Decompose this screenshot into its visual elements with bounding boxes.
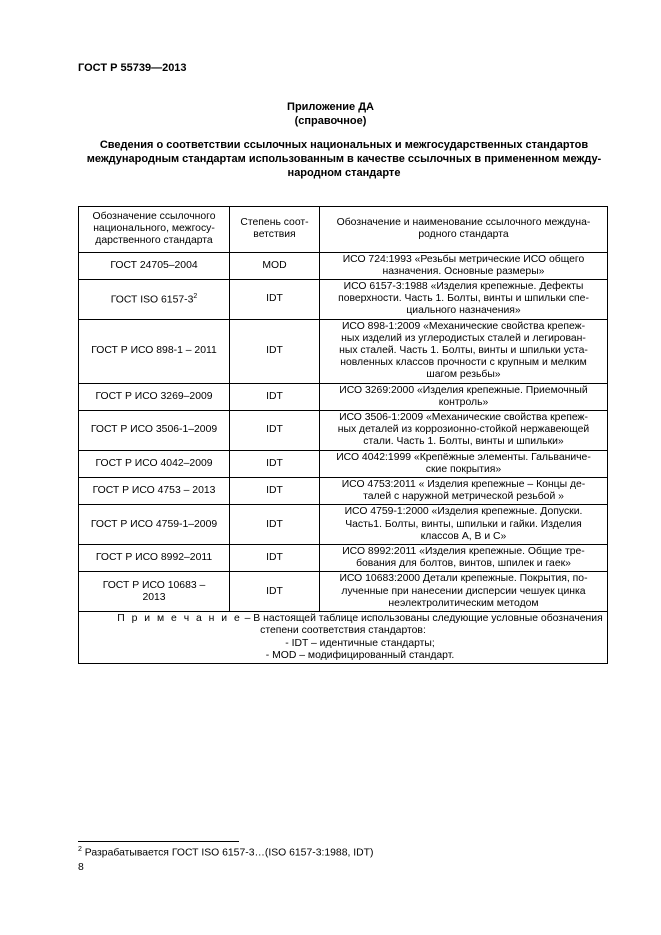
cell-designation: ГОСТ Р ИСО 4753 – 2013 bbox=[79, 478, 230, 505]
appendix-subtitle: (справочное) bbox=[294, 115, 367, 127]
cell-degree: IDT bbox=[230, 572, 320, 612]
cell-degree: IDT bbox=[230, 383, 320, 410]
note-text-cont: степени соответствия стандартов: bbox=[260, 625, 426, 637]
note-item-idt: - IDT – идентичные стандарты; bbox=[285, 637, 435, 649]
cell-degree: IDT bbox=[230, 505, 320, 545]
document-code: ГОСТ Р 55739—2013 bbox=[78, 62, 187, 74]
cell-international: ИСО 724:1993 «Резьбы метрические ИСО общего назначения. Основные размеры» bbox=[320, 252, 608, 279]
footnote bbox=[78, 846, 373, 858]
table-row bbox=[79, 545, 608, 572]
cell-international: ИСО 4753:2011 « Изделия крепежные – Концы де- талей с наружной метрической резьбой » bbox=[320, 478, 608, 505]
appendix-title: Приложение ДА bbox=[287, 101, 374, 113]
footnote-text: Разрабатывается ГОСТ ISO 6157-3…(ISO 6157-3:1988, IDT) bbox=[81, 847, 374, 859]
header-designation: Обозначение ссылочного национального, межгосу- дарственного стандарта bbox=[79, 207, 230, 253]
cell-international: ИСО 8992:2011 «Изделия крепежные. Общие тре- бования для болтов, винтов, шпилек и гаек» bbox=[320, 545, 608, 572]
cell-international: ИСО 4042:1999 «Крепёжные элементы. Гальваниче- ские покрытия» bbox=[320, 450, 608, 477]
cell-international: ИСО 4759-1:2000 «Изделия крепежные. Допуски. Часть1. Болты, винты, шпильки и гайки. Изделия классов А, В и С» bbox=[320, 505, 608, 545]
table-row bbox=[79, 411, 608, 451]
table-note bbox=[79, 612, 608, 664]
page-number: 8 bbox=[78, 862, 84, 873]
table-row bbox=[79, 383, 608, 410]
cell-designation: ГОСТ Р ИСО 3269–2009 bbox=[79, 383, 230, 410]
cell-designation: ГОСТ Р ИСО 3506-1–2009 bbox=[79, 411, 230, 451]
cell-degree: MOD bbox=[230, 252, 320, 279]
cell-international: ИСО 3506-1:2009 «Механические свойства крепеж- ных деталей из коррозионно-стойкой нержавеющей стали. Часть 1. Болты, винты и шпильки» bbox=[320, 411, 608, 451]
cell-international: ИСО 3269:2000 «Изделия крепежные. Приемочный контроль» bbox=[320, 383, 608, 410]
footnote-mark: 2 bbox=[78, 846, 82, 853]
note-label: П р и м е ч а н и е bbox=[117, 613, 242, 625]
table-note-row bbox=[79, 612, 608, 664]
note-item-mod: - MOD – модифицированный стандарт. bbox=[265, 649, 455, 661]
table-row bbox=[79, 450, 608, 477]
cell-designation: ГОСТ ISO $6157-3^2$ bbox=[79, 280, 230, 320]
intro-line: Сведения о соответствии ссылочных национальных и межгосударственных стандартов bbox=[99, 139, 589, 151]
cell-degree: IDT bbox=[230, 478, 320, 505]
header-international: Обозначение и наименование ссылочного междуна- родного стандарта bbox=[320, 207, 608, 253]
cell-designation: ГОСТ Р ИСО 4042–2009 bbox=[79, 450, 230, 477]
table-row bbox=[79, 280, 608, 320]
cell-degree: IDT bbox=[230, 450, 320, 477]
cell-designation: ГОСТ Р ИСО 10683 – 2013 bbox=[79, 572, 230, 612]
cell-international: ИСО 10683:2000 Детали крепежные. Покрытия, по- лученные при нанесении дисперсии чешуек цинка неэлектролитическим методом bbox=[320, 572, 608, 612]
cell-degree: IDT bbox=[230, 319, 320, 383]
reference-standards-table bbox=[78, 206, 608, 664]
appendix-intro bbox=[82, 138, 606, 180]
header-degree: Степень соот- ветствия bbox=[230, 207, 320, 253]
cell-degree: IDT bbox=[230, 411, 320, 451]
cell-degree: IDT bbox=[230, 280, 320, 320]
footnote-ref: 2 bbox=[193, 293, 198, 301]
cell-designation: ГОСТ 24705–2004 bbox=[79, 252, 230, 279]
table-row bbox=[79, 319, 608, 383]
cell-designation: ГОСТ Р ИСО 4759-1–2009 bbox=[79, 505, 230, 545]
cell-designation: ГОСТ Р ИСО 8992–2011 bbox=[79, 545, 230, 572]
intro-line: народном стандарте bbox=[287, 167, 401, 179]
cell-designation: ГОСТ Р ИСО 898-1 – 2011 bbox=[79, 319, 230, 383]
intro-line: международным стандартам использованным в качестве ссылочных в примененном между- bbox=[86, 153, 602, 165]
cell-international: ИСО 6157-3:1988 «Изделия крепежные. Дефекты поверхности. Часть 1. Болты, винты и шпильки спе- циального назначения» bbox=[320, 280, 608, 320]
cell-degree: IDT bbox=[230, 545, 320, 572]
table-row bbox=[79, 252, 608, 279]
table-header-row bbox=[79, 207, 608, 253]
cell-international: ИСО 898-1:2009 «Механические свойства крепеж- ных изделий из углеродистых сталей и легирован- ных сталей. Часть 1. Болты, винты и шпильки уста- новленных классов прочности с крупным и мелким шагом резьбы» bbox=[320, 319, 608, 383]
table-row bbox=[79, 572, 608, 612]
footnote-divider bbox=[78, 841, 239, 842]
note-text: – В настоящей таблице использованы следующие условные обозначения bbox=[241, 613, 603, 625]
table-row bbox=[79, 505, 608, 545]
table-row bbox=[79, 478, 608, 505]
